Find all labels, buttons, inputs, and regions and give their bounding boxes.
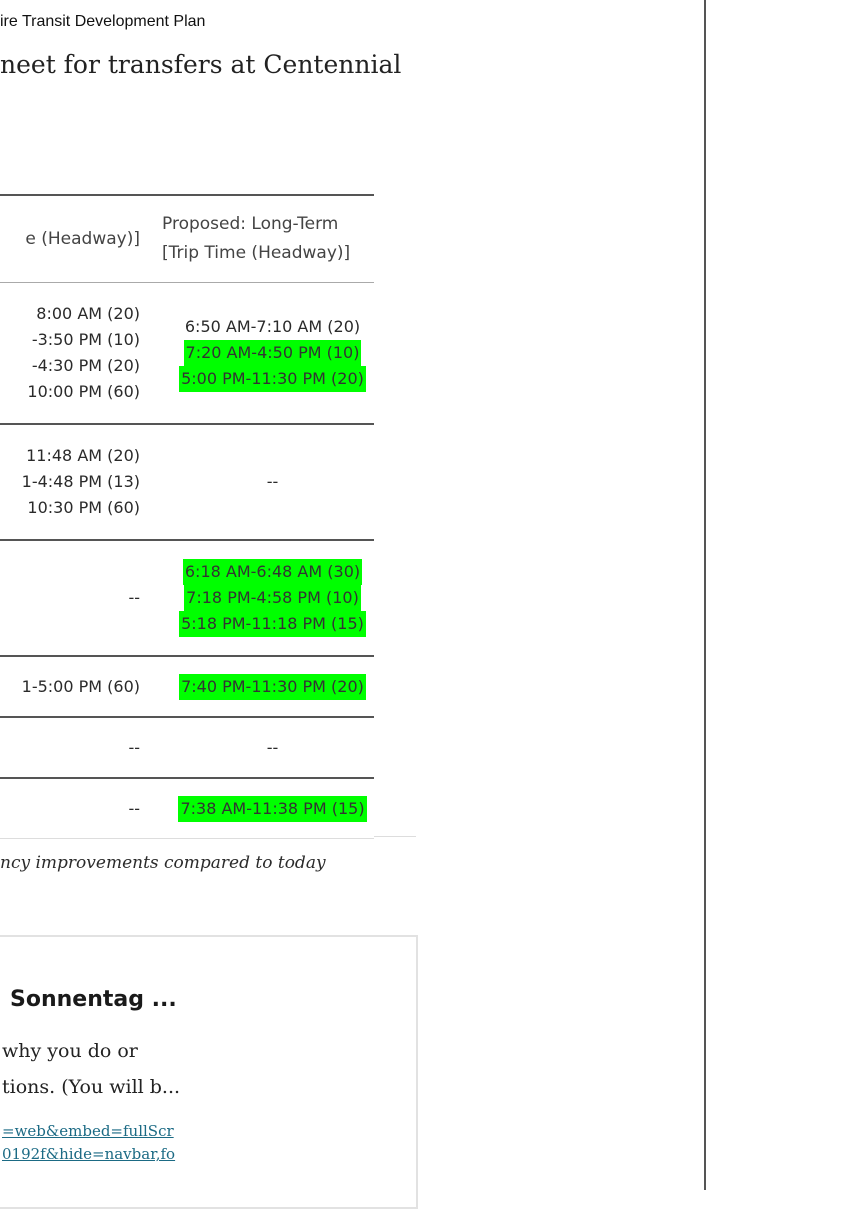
proposed-service-line-highlighted: 6:18 AM-6:48 AM (30) (183, 559, 362, 585)
column-header-current-label: e (Headway)] (25, 228, 140, 249)
table-row (0, 657, 374, 718)
table-row (0, 541, 374, 657)
embed-card[interactable] (0, 935, 418, 1209)
current-service-line: 10:30 PM (60) (27, 498, 140, 517)
current-service-cell (0, 657, 140, 716)
current-service-cell (0, 425, 140, 539)
proposed-service-line: -- (266, 737, 279, 757)
schedule-table (0, 194, 374, 839)
proposed-service-line-highlighted: 5:00 PM-11:30 PM (20) (179, 366, 366, 392)
section-heading: neet for transfers at Centennial (0, 50, 402, 79)
page-divider (704, 0, 706, 1190)
current-service-line: -- (128, 798, 140, 818)
column-header-proposed (162, 196, 397, 282)
proposed-service-line-highlighted: 7:18 PM-4:58 PM (10) (184, 585, 361, 611)
card-link[interactable] (2, 1120, 175, 1166)
table-row (0, 718, 374, 779)
current-service-line: -- (128, 588, 140, 607)
current-service-line: 11:48 AM (20) (26, 446, 140, 465)
current-service-cell (0, 779, 140, 838)
column-header-proposed-line: [Trip Time (Headway)] (162, 243, 351, 263)
table-caption: ncy improvements compared to today (0, 853, 326, 873)
proposed-service-line-highlighted: 5:18 PM-11:18 PM (15) (179, 611, 366, 637)
current-service-cell (0, 283, 140, 423)
proposed-service-cell (155, 657, 390, 716)
proposed-service-line: 6:50 AM-7:10 AM (20) (184, 317, 361, 336)
table-row (0, 425, 374, 541)
card-description (2, 1033, 180, 1105)
document-header-title: ire Transit Development Plan (0, 13, 206, 30)
current-service-cell (0, 541, 140, 655)
proposed-service-cell (155, 718, 390, 777)
column-header-current (0, 196, 140, 282)
current-service-cell (0, 718, 140, 777)
card-link-line[interactable]: 0192f&hide=navbar,fo (2, 1145, 176, 1163)
proposed-service-cell (155, 425, 390, 539)
proposed-service-line-highlighted: 7:38 AM-11:38 PM (15) (178, 796, 366, 822)
current-service-line: -- (128, 737, 140, 757)
column-header-proposed-line: Proposed: Long-Term (162, 214, 339, 234)
proposed-service-line: -- (266, 472, 279, 491)
table-body (0, 283, 374, 839)
current-service-line: 1-4:48 PM (13) (21, 472, 140, 491)
table-row (0, 283, 374, 425)
current-service-line: 1-5:00 PM (60) (21, 676, 140, 696)
card-title[interactable]: Sonnentag ... (10, 987, 177, 1012)
table-bottom-rule (374, 836, 416, 837)
proposed-service-cell (155, 779, 390, 838)
proposed-service-line-highlighted: 7:40 PM-11:30 PM (20) (179, 674, 366, 700)
proposed-service-cell (155, 283, 390, 423)
card-description-line: tions. (You will b... (2, 1076, 181, 1098)
current-service-line: 10:00 PM (60) (27, 382, 140, 401)
table-row (0, 779, 374, 839)
card-link-line[interactable]: =web&embed=fullScr (2, 1122, 174, 1140)
current-service-line: 8:00 AM (20) (36, 304, 140, 323)
proposed-service-line-highlighted: 7:20 AM-4:50 PM (10) (184, 340, 362, 366)
proposed-service-cell (155, 541, 390, 655)
current-service-line: -3:50 PM (10) (31, 330, 140, 349)
table-header-row (0, 196, 374, 283)
current-service-line: -4:30 PM (20) (31, 356, 140, 375)
card-description-line: why you do or (2, 1040, 138, 1062)
